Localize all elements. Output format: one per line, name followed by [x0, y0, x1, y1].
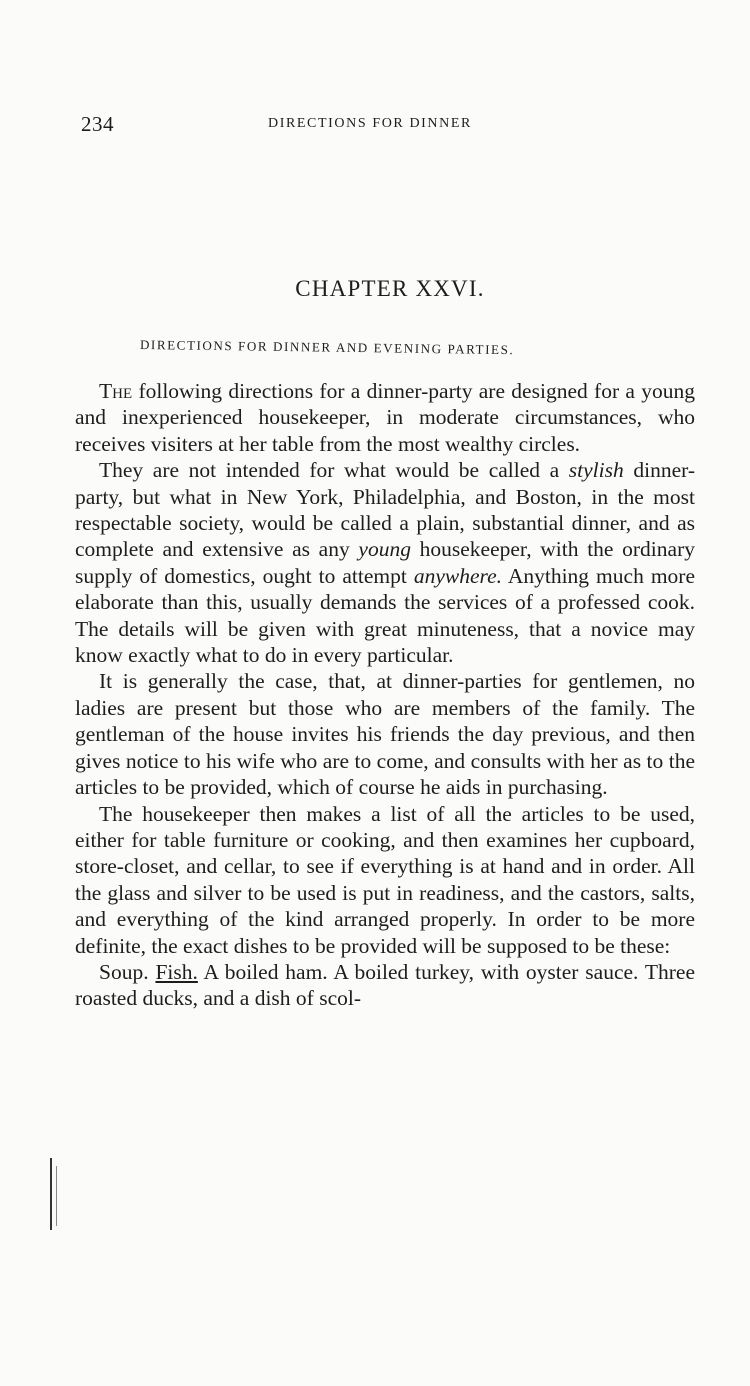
- paragraph-lead: The: [99, 379, 133, 403]
- paragraph-1: [75, 378, 695, 457]
- running-head: DIRECTIONS FOR DINNER: [268, 116, 472, 131]
- paragraph-text: It is generally the case, that, at dinner-parties for gentlemen, no ladies are present but those who are members of the family. The gentleman of the house invites his friends the day previous, and then gives notice to his wife who are to come, and consults with her as to the articles to be provided, which of course he aids in purchasing.: [75, 669, 695, 800]
- paragraph-3: [75, 668, 695, 800]
- chapter-subtitle: DIRECTIONS FOR DINNER AND EVENING PARTIES.: [139, 337, 515, 358]
- paragraph-text: dinner-party, but what in New York, Philadelphia, and Boston, in the most respectable society, would be called a plain, substantial dinner, and as complete and extensive as any: [75, 458, 695, 562]
- italic-text: anywhere.: [413, 563, 502, 588]
- paragraph-text: following directions for a dinner-party are designed for a young and inexperienced housekeeper, in moderate circumstances, who receives visiters at her table from the most wealthy circles.: [75, 379, 695, 456]
- paragraph-text: A boiled ham. A boiled turkey, with oyster sauce. Three roasted ducks, and a dish of scol-: [75, 959, 695, 1011]
- body-text: [75, 378, 695, 1012]
- italic-text: stylish: [568, 458, 624, 483]
- page-number: 234: [81, 112, 114, 136]
- chapter-title: CHAPTER XXVI.: [295, 276, 485, 301]
- margin-mark: [56, 1166, 57, 1226]
- paragraph-text: They are not intended for what would be called a: [99, 458, 569, 483]
- paragraph-2: [75, 457, 695, 668]
- paragraph-text: Soup.: [99, 959, 156, 984]
- italic-text: young: [358, 537, 411, 562]
- paragraph-5: [75, 959, 695, 1012]
- underlined-text: Fish.: [155, 959, 198, 984]
- paragraph-text: The housekeeper then makes a list of all the articles to be used, either for table furniture or cooking, and then examines her cupboard, store-closet, and cellar, to see if everything is at hand and in order. All the glass and silver to be used is put in readiness, and the castors, salts, and everything of the kind arranged properly. In order to be more definite, the exact dishes to be provided will be supposed to be these:: [75, 801, 695, 958]
- margin-mark: [50, 1158, 52, 1230]
- paragraph-text: housekeeper, with the ordinary supply of domestics, ought to attempt: [75, 537, 695, 588]
- paragraph-text: Anything much more elaborate than this, usually demands the services of a professed cook. The details will be given with great minuteness, that a novice may know exactly what to do in every particular.: [75, 563, 695, 668]
- paragraph-4: [75, 801, 695, 959]
